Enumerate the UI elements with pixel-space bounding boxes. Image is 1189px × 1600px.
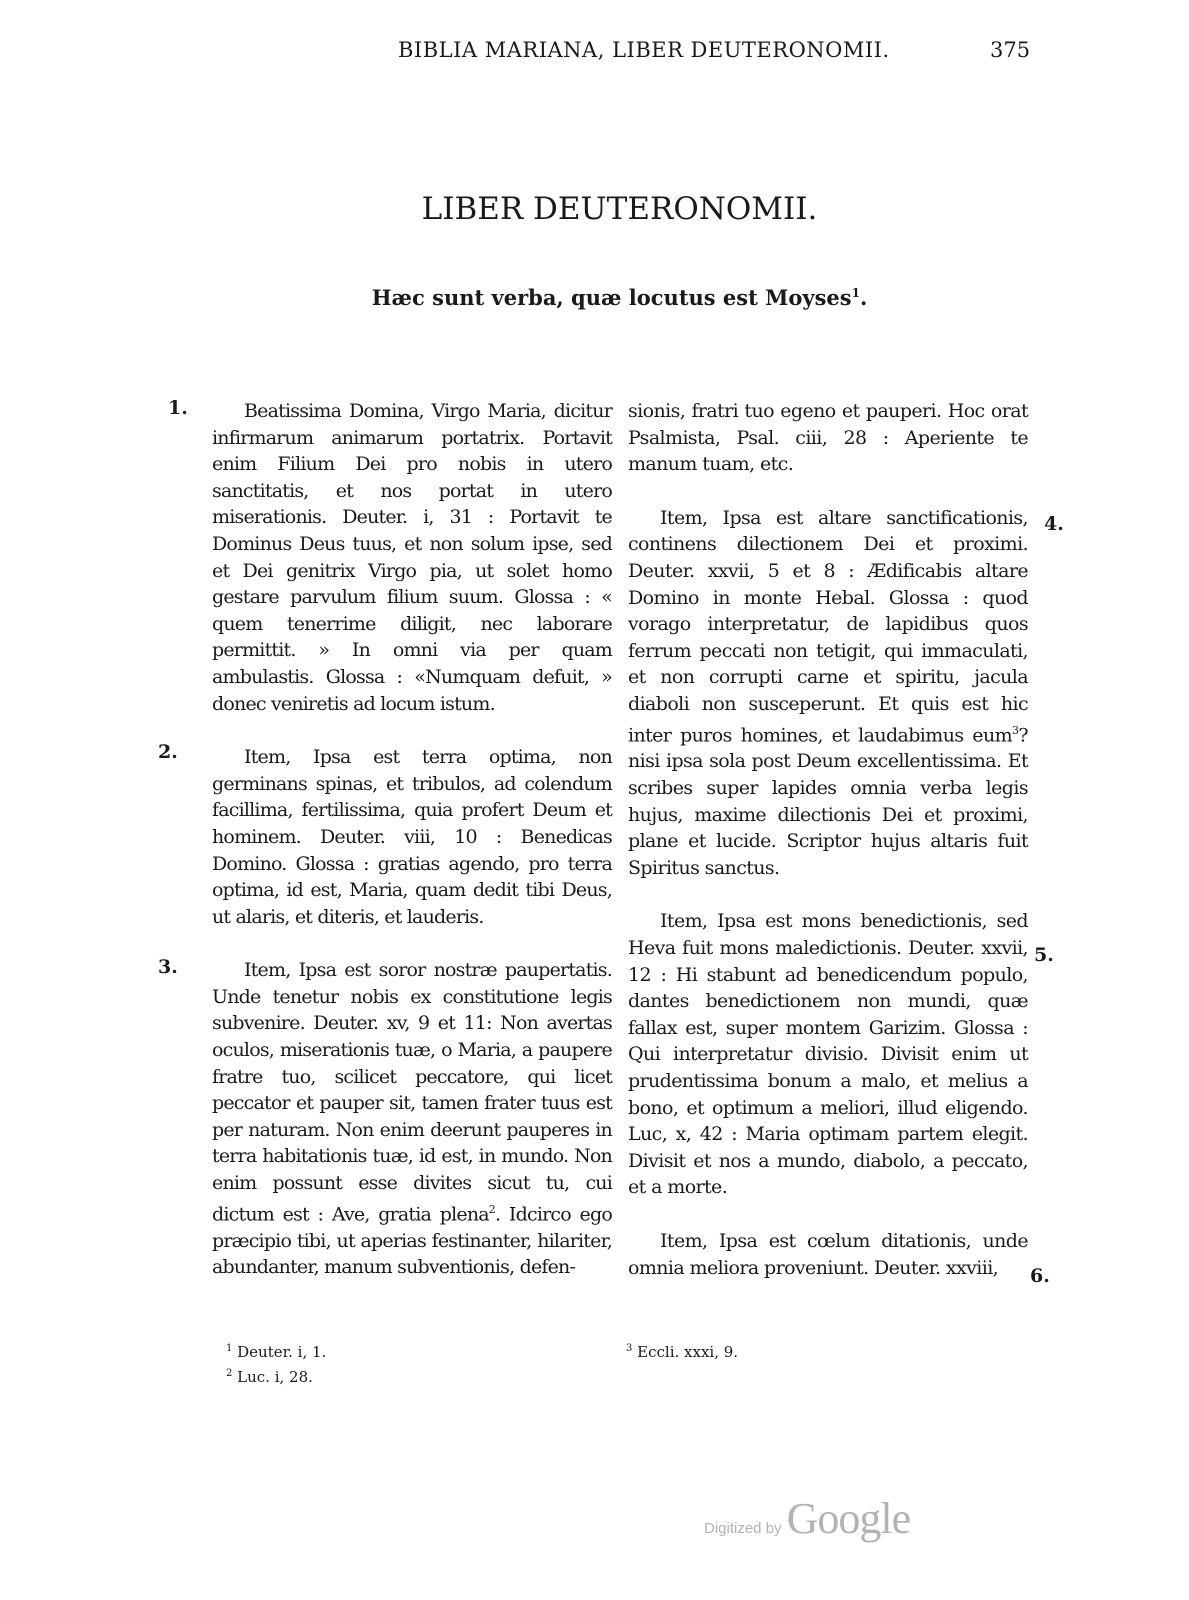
page-number: 375	[990, 38, 1031, 62]
paragraph-number-1: 1.	[168, 397, 188, 419]
left-column	[212, 398, 612, 1281]
paragraph-number-6: 6.	[1030, 1265, 1050, 1287]
footnote-ref: 3	[1012, 723, 1019, 737]
paragraph-2: Item, Ipsa est terra optima, non germinans spinas, et tribulos, ad colendum facillima, fertilissima, quia profert Deum et hominem. Deuter. viii, 10 : Benedicas Domino. Glossa : gratias agendo, pro terra optima, id est, Maria, quam dedit tibi Deus, ut alaris, et diteris, et lauderis.	[212, 746, 612, 928]
chapter-title: LIBER DEUTERONOMII.	[421, 191, 818, 227]
footnote-ref: 2	[488, 1202, 495, 1216]
footnote-1	[226, 1338, 326, 1363]
footnote-3	[626, 1338, 738, 1363]
subtitle-text: Hæc sunt verba, quæ locutus est Moyses	[371, 285, 852, 310]
paragraph-4-text-b: ? nisi ipsa sola post Deum excellentissima. Et scribes super lapides omnia verba legis hujus, maxime dilectionis Dei et proximi, plane et lucide. Scriptor hujus altaris fuit Spiritus sanctus.	[628, 723, 1028, 879]
footnote-text: Luc. i, 28.	[237, 1368, 313, 1386]
paragraph-4-text-a: Item, Ipsa est altare sanctificationis, continens dilectionem Dei et proximi. Deuter. xxvii, 5 et 8 : Ædificabis altare Domino in monte Hebal. Glossa : quod vorago interpretatur, de lapidibus quos ferrum peccati non tetigit, qui immaculati, et non corrupti carne et spiritu, jacula diaboli non susceperunt. Et quis est hic inter puros homines, et laudabimus eum	[628, 506, 1028, 746]
watermark-prefix: Digitized by	[704, 1520, 782, 1537]
paragraph-number-5: 5.	[1034, 944, 1054, 966]
footnote-ref: 1	[851, 286, 860, 300]
right-column	[628, 398, 1028, 1281]
paragraph-number-3: 3.	[158, 956, 178, 978]
paragraph-number-2: 2.	[158, 741, 178, 763]
paragraph-4	[628, 505, 1028, 882]
paragraph-3-continued: sionis, fratri tuo egeno et pauperi. Hoc orat Psalmista, Psal. ciii, 28 : Aperiente te manum tuam, etc.	[628, 400, 1028, 476]
footnotes-right	[626, 1338, 738, 1363]
paragraph-number-4: 4.	[1044, 513, 1064, 535]
footnote-mark: 2	[226, 1368, 233, 1379]
footnote-text: Deuter. i, 1.	[237, 1343, 327, 1361]
paragraph-6: Item, Ipsa est cœlum ditationis, unde omnia meliora proveniunt. Deuter. xxviii,	[628, 1229, 1028, 1279]
footnotes-left	[226, 1338, 326, 1388]
paragraph-5: Item, Ipsa est mons benedictionis, sed Heva fuit mons maledictionis. Deuter. xxvii, 12 : Hi stabunt ad benedicendum populo, dantes benedictionem non mundi, quæ fallax est, super montem Garizim. Glossa : Qui interpretatur divisio. Divisit enim ut prudentissima bonum a malo, et melius a bono, et optimum a meliori, illud eligendo. Luc, x, 42 : Maria optimam partem elegit. Divisit et nos a mundo, diabolo, a peccato, et a morte.	[628, 910, 1028, 1199]
paragraph-3	[212, 957, 612, 1280]
google-logo: Google	[786, 1494, 911, 1543]
running-header-title: BIBLIA MARIANA, LIBER DEUTERONOMII.	[398, 38, 890, 62]
digitized-by-watermark	[704, 1493, 910, 1544]
footnote-mark: 1	[226, 1343, 233, 1354]
footnote-2	[226, 1363, 326, 1388]
paragraph-3-text-a: Item, Ipsa est soror nostræ paupertatis. Unde tenetur nobis ex constitutione legis subvenire. Deuter. xv, 9 et 11: Non avertas oculos, miserationis tuæ, o Maria, a paupere fratre tuo, scilicet peccatore, qui licet peccator et pauper sit, tamen frater tuus est per naturam. Non enim deerunt pauperes in terra habitationis tuæ, id est, in mundo. Non enim possunt esse divites sicut tu, cui dictum est : Ave, gratia plena	[212, 959, 612, 1225]
paragraph-1: Beatissima Domina, Virgo Maria, dicitur infirmarum animarum portatrix. Portavit enim Filium Dei pro nobis in utero sanctitatis, et nos portat in utero miserationis. Deuter. i, 31 : Portavit te Dominus Deus tuus, et non solum ipse, sed et Dei genitrix Virgo pia, ut solet homo gestare parvulum filium suum. Glossa : « quem tenerrime diligit, nec laborare permittit. » In omni via per quam ambulastis. Glossa : «Numquam defuit, » donec veniretis ad locum istum.	[212, 400, 612, 715]
footnote-mark: 3	[626, 1343, 633, 1354]
footnote-text: Eccli. xxxi, 9.	[637, 1343, 739, 1361]
chapter-subtitle: Hæc sunt verba, quæ locutus est Moyses$^1$.	[371, 285, 868, 310]
paragraph-3-text-b: . Idcirco ego præcipio tibi, ut aperias festinanter, hilariter, abundanter, manum subventionis, defen-	[212, 1202, 612, 1279]
